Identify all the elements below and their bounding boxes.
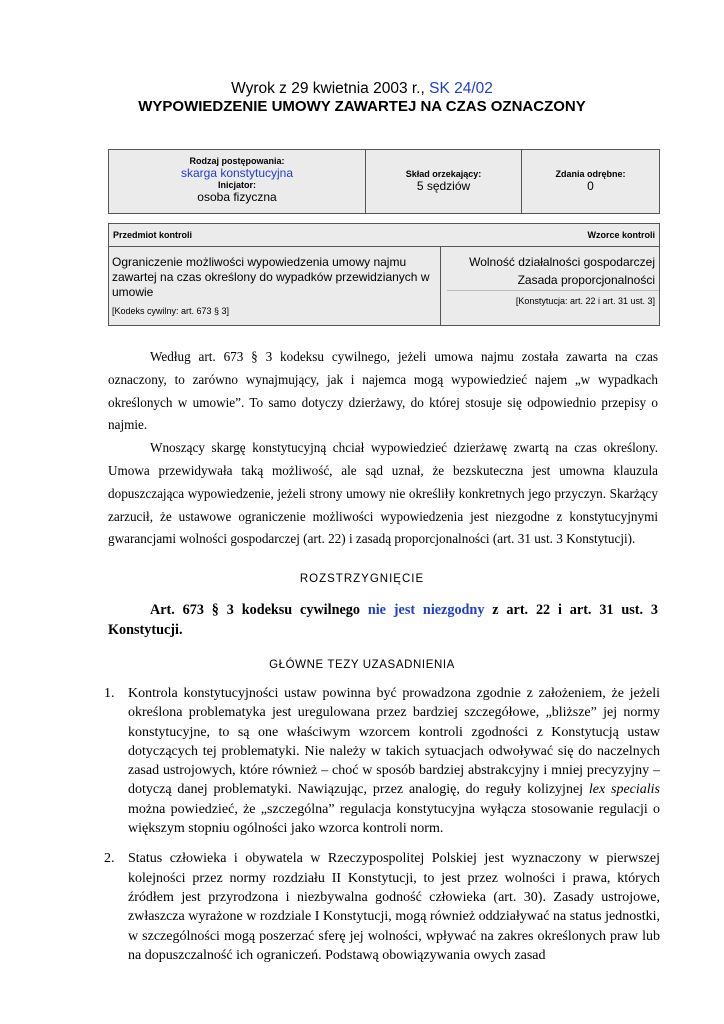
thesis-text-end: można powiedzieć, że „szczególna” regulacja konstytucyjna wyłącza stosowanie regulacji o większym stopniu ogólności jako wzorca kontroli norm. bbox=[128, 801, 660, 837]
subject-header: Przedmiot kontroli bbox=[113, 230, 193, 240]
subject-text: Ograniczenie możliwości wypowiedzenia umowy najmu zawartej na czas określony do wypadków przewidzianych w umowie bbox=[112, 255, 430, 299]
panel-cell bbox=[365, 149, 522, 214]
proceeding-label: Rodzaj postępowania: bbox=[189, 156, 285, 166]
pattern-2: Zasada proporcjonalności bbox=[517, 273, 655, 287]
control-header bbox=[108, 223, 660, 248]
subject-reference: [Kodeks cywilny: art. 673 § 3] bbox=[112, 306, 230, 316]
dissent-value: 0 bbox=[587, 179, 594, 193]
paragraph-1: Według art. 673 § 3 kodeksu cywilnego, jeżeli umowa najmu została zawarta na czas oznaczony, to zarówno wynajmujący, jak i najemca mogą wypowiedzieć najem „w wypadkach określonych w umowie”. To samo dotyczy dzierżawy, do której stosuje się odpowiednio przepisy o najmie. bbox=[108, 349, 658, 433]
ruling-heading: ROZSTRZYGNIĘCIE bbox=[299, 573, 425, 585]
dissent-cell bbox=[521, 149, 660, 214]
thesis-text: Kontrola konstytucyjności ustaw powinna być prowadzona zgodnie z założeniem, że jeżeli określona problematyka jest uregulowana przez bardziej szczegółowe, „bliższe” jej normy konstytucyjne, to są one właściwym wzorcem kontroli zgodności z Konstytucją ustaw dotyczących tej problematyki. Nie należy w takich sytuacjach odwoływać się do naczelnych zasad ustrojowych, które również – choć w sposób bardziej abstrakcyjny i mniej precyzyjny – dotyczą danej problematyki. Nawiązując, przez analogię, do reguły kolizyjnej bbox=[128, 686, 660, 798]
judgment-date: Wyrok z 29 kwietnia 2003 r., bbox=[231, 80, 430, 97]
patterns-reference: [Konstytucja: art. 22 i art. 31 ust. 3] bbox=[515, 296, 655, 306]
ruling-text bbox=[108, 600, 658, 640]
dissent-label: Zdania odrębne: bbox=[555, 169, 626, 179]
panel-label: Skład orzekający: bbox=[405, 169, 482, 179]
pattern-1: Wolność działalności gospodarczej bbox=[469, 255, 655, 269]
patterns-cell bbox=[440, 246, 660, 326]
list-number: 1. bbox=[104, 686, 115, 701]
proceeding-cell bbox=[108, 149, 366, 214]
proceeding-value-link[interactable]: skarga konstytucyjna bbox=[180, 166, 294, 180]
paragraph-2: Wnoszący skargę konstytucyjną chciał wypowiedzieć dzierżawę zwartą na czas określony. Umowa przewidywała taką możliwość, ale sąd uznał, że bezskuteczna jest umowna klauzula dopuszczająca wypowiedzenie, jeżeli strony umowy nie określiły konkretnych jego przyczyn. Skarżący zarzucił, że ustawowe ograniczenie możliwości wypowiedzenia jest niezgodne z konstytucyjnymi gwarancjami wolności gospodarczej (art. 22) i zasadą proporcjonalności (art. 31 ust. 3 Konstytucji). bbox=[108, 440, 658, 547]
patterns-header: Wzorce kontroli bbox=[587, 230, 655, 240]
list-item bbox=[104, 684, 660, 838]
judgment-title bbox=[0, 80, 724, 98]
case-number-link[interactable]: SK 24/02 bbox=[429, 80, 493, 97]
list-number: 2. bbox=[104, 851, 115, 867]
ruling-part-1: Art. 673 § 3 kodeksu cywilnego bbox=[150, 602, 368, 618]
initiator-value: osoba fizyczna bbox=[197, 190, 277, 204]
panel-value: 5 sędziów bbox=[416, 179, 471, 193]
thesis-text: Status człowieka i obywatela w Rzeczypospolitej Polskiej jest wyznaczony w pierwszej kolejności przez normy rozdziału II Konstytucji, to jest przez wolności i prawa, których źródłem jest przyrodzona i niezbywalna godność człowieka (art. 30). Zasady ustrojowe, zwłaszcza wyrażone w rozdziale I Konstytucji, mogą również oddziaływać na status jednostki, w szczególności mogą poszerzać sferę jej wolności, wpływać na zakres określonych praw lub na dopuszczalność ich ograniczeń. Podstawą obowiązywania owych zasad bbox=[128, 851, 660, 963]
judgment-subtitle: WYPOWIEDZENIE UMOWY ZAWARTEJ NA CZAS OZNACZONY bbox=[138, 98, 586, 115]
ruling-part-2: z art. 22 i art. 31 ust. 3 Konstytucji. bbox=[108, 602, 659, 638]
subject-cell bbox=[108, 246, 441, 326]
theses-heading: GŁÓWNE TEZY UZASADNIENIA bbox=[269, 659, 455, 671]
list-item bbox=[104, 849, 660, 965]
initiator-label: Inicjator: bbox=[217, 180, 256, 190]
body-text bbox=[108, 346, 658, 551]
theses-list bbox=[104, 684, 660, 965]
thesis-italic: lex specialis bbox=[588, 782, 660, 798]
ruling-verdict-link[interactable]: nie jest niezgodny bbox=[367, 602, 485, 618]
